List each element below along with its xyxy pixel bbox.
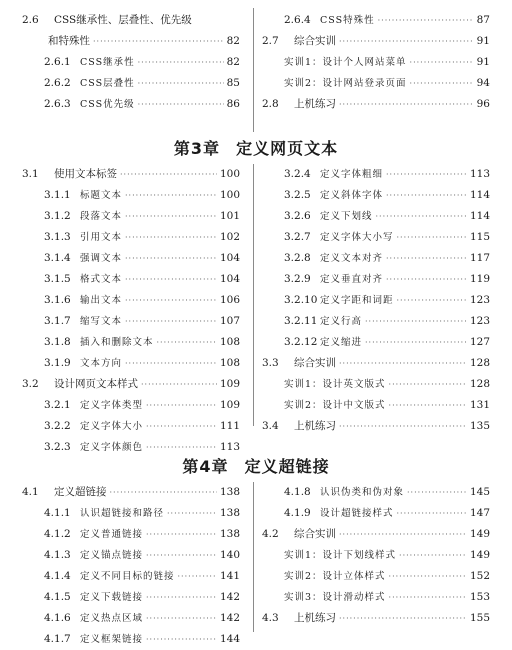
toc-entry-title: 实训1：设计英文版式 — [284, 379, 386, 390]
toc-entry — [284, 311, 490, 332]
toc-entry-page: 113 — [469, 168, 490, 180]
toc-entry-title: 综合实训 — [294, 35, 336, 47]
toc-entry — [44, 503, 240, 524]
toc-entry-title: 定义锚点链接 — [80, 550, 144, 561]
dot-leader — [378, 10, 474, 31]
dot-leader — [410, 52, 474, 73]
toc-entry — [44, 545, 240, 566]
toc-entry — [284, 290, 490, 311]
dot-leader — [339, 608, 467, 629]
toc-entry-page: 119 — [469, 273, 490, 285]
toc-entry-page: 82 — [226, 56, 240, 68]
dot-leader — [125, 248, 217, 269]
toc-entry — [284, 269, 490, 290]
toc-entry-title: 认识超链接和路径 — [80, 508, 165, 519]
dot-leader — [141, 374, 217, 395]
toc-entry-number: 4.1.5 — [44, 591, 71, 603]
toc-entry-page: 147 — [469, 507, 490, 519]
toc-entry-number: 4.1.9 — [284, 507, 311, 519]
toc-entry-page: 100 — [219, 189, 240, 201]
dot-leader — [146, 395, 217, 416]
dot-leader — [339, 416, 467, 437]
toc-entry-number: 3.1.7 — [44, 315, 71, 327]
dot-leader — [125, 206, 217, 227]
toc-entry-page: 127 — [469, 336, 490, 348]
toc-entry-title: 插入和删除文本 — [80, 337, 154, 348]
toc-entry-title: 上机练习 — [294, 420, 336, 432]
dot-leader — [146, 524, 217, 545]
toc-entry-page: 104 — [219, 273, 240, 285]
dot-leader — [386, 185, 467, 206]
toc-entry — [44, 52, 240, 73]
toc-entry-number: 2.6.1 — [44, 56, 71, 68]
toc-entry-number: 3.1.9 — [44, 357, 71, 369]
toc-entry-page: 91 — [476, 35, 490, 47]
toc-entry-title: 定义超链接 — [54, 486, 107, 498]
column-divider-top — [253, 8, 254, 132]
toc-entry — [44, 437, 240, 458]
toc-entry — [284, 545, 490, 566]
toc-entry-title: 段落文本 — [80, 211, 123, 222]
toc-entry — [22, 374, 240, 395]
toc-entry-number: 4.2 — [262, 528, 279, 540]
toc-entry-page: 142 — [219, 612, 240, 624]
dot-leader — [125, 227, 217, 248]
dot-leader — [386, 164, 467, 185]
toc-entry-number: 3.4 — [262, 420, 279, 432]
toc-entry-page: 108 — [219, 357, 240, 369]
toc-entry — [22, 10, 240, 31]
toc-entry — [44, 94, 240, 115]
toc-entry-number: 3.2.11 — [284, 315, 318, 327]
toc-entry — [44, 608, 240, 629]
toc-entry-title: CSS优先级 — [80, 99, 135, 110]
dot-leader — [397, 503, 467, 524]
toc-entry — [262, 31, 490, 52]
toc-entry-number: 4.1.3 — [44, 549, 71, 561]
toc-entry-page: 149 — [469, 528, 490, 540]
dot-leader — [167, 503, 217, 524]
toc-entry-page: 106 — [219, 294, 240, 306]
toc-entry — [262, 94, 490, 115]
toc-entry — [284, 185, 490, 206]
toc-entry-number: 3.2.6 — [284, 210, 311, 222]
dot-leader — [146, 545, 217, 566]
toc-entry-number: 2.8 — [262, 98, 279, 110]
toc-entry-page: 87 — [476, 14, 490, 26]
toc-entry-title: 综合实训 — [294, 357, 336, 369]
toc-entry-page: 113 — [219, 441, 240, 453]
toc-entry-page: 140 — [219, 549, 240, 561]
toc-entry-title: 上机练习 — [294, 612, 336, 624]
dot-leader — [146, 587, 217, 608]
toc-entry-page: 91 — [476, 56, 490, 68]
toc-entry — [284, 10, 490, 31]
toc-entry-title: 定义热点区域 — [80, 613, 144, 624]
chapter-3-title: 定义网页文本 — [236, 139, 339, 158]
toc-entry — [284, 164, 490, 185]
dot-leader — [365, 311, 467, 332]
toc-entry-page: 142 — [219, 591, 240, 603]
dot-leader — [365, 332, 467, 353]
toc-entry-title: 使用文本标签 — [54, 168, 117, 180]
toc-entry — [44, 227, 240, 248]
toc-entry-title: 定义普通链接 — [80, 529, 144, 540]
dot-leader — [339, 94, 474, 115]
toc-entry-number: 3.1 — [22, 168, 39, 180]
toc-entry-title: 实训2：设计网站登录页面 — [284, 78, 407, 89]
dot-leader — [410, 73, 474, 94]
toc-entry — [284, 206, 490, 227]
toc-entry-title: 强调文本 — [80, 253, 123, 264]
toc-entry-number: 3.1.8 — [44, 336, 71, 348]
toc-entry-number: 2.6 — [22, 14, 39, 26]
toc-entry-page: 102 — [219, 231, 240, 243]
chapter-3-heading — [0, 136, 512, 159]
dot-leader — [125, 269, 217, 290]
toc-entry — [262, 524, 490, 545]
toc-entry-title: CSS特殊性 — [320, 15, 375, 26]
toc-entry-number: 3.2.1 — [44, 399, 71, 411]
toc-entry-title: 综合实训 — [294, 528, 336, 540]
dot-leader — [397, 227, 467, 248]
toc-entry-page: 108 — [219, 336, 240, 348]
dot-leader — [399, 545, 467, 566]
toc-entry-number: 3.2 — [22, 378, 39, 390]
toc-entry — [284, 52, 490, 73]
toc-entry-page: 138 — [219, 528, 240, 540]
toc-entry — [44, 311, 240, 332]
toc-entry-title: CSS继承性、层叠性、优先级 — [54, 14, 192, 26]
toc-entry — [284, 566, 490, 587]
toc-entry-title: CSS层叠性 — [80, 78, 135, 89]
toc-entry-title: 定义字体类型 — [80, 400, 144, 411]
toc-entry-title: 定义框架链接 — [80, 634, 144, 645]
toc-entry — [44, 269, 240, 290]
toc-entry-page: 144 — [219, 633, 240, 645]
dot-leader — [93, 31, 224, 52]
toc-entry-number: 3.2.8 — [284, 252, 311, 264]
toc-entry-page: 85 — [226, 77, 240, 89]
toc-entry-page: 152 — [469, 570, 490, 582]
toc-entry-page: 114 — [469, 210, 490, 222]
toc-entry-number: 3.1.6 — [44, 294, 71, 306]
toc-entry — [284, 587, 490, 608]
toc-entry-page: 115 — [469, 231, 490, 243]
toc-entry — [22, 31, 240, 52]
dot-leader — [125, 311, 217, 332]
toc-entry-number: 3.1.3 — [44, 231, 71, 243]
toc-entry-page: 131 — [469, 399, 490, 411]
toc-entry-title: 标题文本 — [80, 190, 123, 201]
toc-entry-page: 135 — [469, 420, 490, 432]
toc-entry — [284, 227, 490, 248]
toc-entry-title: 定义字体颜色 — [80, 442, 144, 453]
toc-entry-number: 4.1 — [22, 486, 39, 498]
toc-entry-page: 111 — [219, 420, 240, 432]
toc-entry-number: 3.2.12 — [284, 336, 318, 348]
toc-entry-title: 设计网页文本样式 — [54, 378, 138, 390]
toc-entry — [44, 416, 240, 437]
toc-entry-page: 109 — [219, 378, 240, 390]
toc-entry-title: 定义字体大小写 — [320, 232, 394, 243]
toc-entry-number: 4.1.8 — [284, 486, 311, 498]
toc-entry-title: 实训2：设计中文版式 — [284, 400, 386, 411]
dot-leader — [339, 353, 467, 374]
toc-entry — [284, 503, 490, 524]
toc-entry-title: 定义斜体字体 — [320, 190, 384, 201]
chapter-4-label: 第4章 — [182, 457, 229, 476]
dot-leader — [125, 353, 217, 374]
dot-leader — [138, 94, 224, 115]
toc-entry-title: 定义下载链接 — [80, 592, 144, 603]
toc-entry — [44, 395, 240, 416]
toc-entry — [284, 332, 490, 353]
toc-entry-title: 定义垂直对齐 — [320, 274, 384, 285]
toc-entry — [44, 290, 240, 311]
toc-entry-page: 86 — [226, 98, 240, 110]
toc-entry-number: 4.1.2 — [44, 528, 71, 540]
dot-leader — [389, 374, 467, 395]
toc-entry-title: 和特殊性 — [48, 35, 90, 47]
toc-entry — [284, 73, 490, 94]
toc-entry — [44, 73, 240, 94]
toc-entry — [44, 248, 240, 269]
toc-entry-number: 4.1.6 — [44, 612, 71, 624]
dot-leader — [125, 185, 217, 206]
toc-entry-number: 3.2.3 — [44, 441, 71, 453]
toc-entry-number: 3.1.2 — [44, 210, 71, 222]
toc-entry-title: 定义字体大小 — [80, 421, 144, 432]
dot-leader — [407, 482, 467, 503]
toc-entry-title: 设计超链接样式 — [320, 508, 394, 519]
toc-entry-title: 格式文本 — [80, 274, 123, 285]
toc-entry-number: 2.7 — [262, 35, 279, 47]
toc-entry-page: 101 — [219, 210, 240, 222]
toc-entry-page: 82 — [226, 35, 240, 47]
toc-entry-page: 123 — [469, 315, 490, 327]
toc-entry — [22, 482, 240, 503]
dot-leader — [389, 395, 467, 416]
toc-entry — [44, 566, 240, 587]
toc-entry-title: 定义文本对齐 — [320, 253, 384, 264]
dot-leader — [386, 248, 467, 269]
toc-entry-number: 3.1.1 — [44, 189, 71, 201]
toc-entry-page: 104 — [219, 252, 240, 264]
toc-entry-title: 输出文本 — [80, 295, 123, 306]
dot-leader — [389, 587, 467, 608]
dot-leader — [125, 290, 217, 311]
toc-entry — [284, 482, 490, 503]
toc-entry — [44, 185, 240, 206]
toc-entry — [44, 332, 240, 353]
chapter-3-label: 第3章 — [173, 139, 221, 158]
toc-entry-number: 2.6.2 — [44, 77, 71, 89]
toc-entry-page: 94 — [476, 77, 490, 89]
toc-entry — [44, 206, 240, 227]
toc-entry-title: 缩写文本 — [80, 316, 123, 327]
toc-entry-title: CSS继承性 — [80, 57, 135, 68]
toc-entry-title: 实训3：设计滑动样式 — [284, 592, 386, 603]
toc-entry — [284, 248, 490, 269]
toc-entry — [284, 395, 490, 416]
toc-entry-number: 3.2.10 — [284, 294, 318, 306]
toc-entry-number: 4.1.1 — [44, 507, 71, 519]
toc-entry-number: 3.2.5 — [284, 189, 311, 201]
toc-entry-title: 文本方向 — [80, 358, 123, 369]
dot-leader — [178, 566, 217, 587]
toc-entry-number: 3.2.9 — [284, 273, 311, 285]
toc-entry-title: 定义不同目标的链接 — [80, 571, 175, 582]
toc-entry — [44, 353, 240, 374]
dot-leader — [389, 566, 467, 587]
dot-leader — [138, 73, 224, 94]
toc-entry-number: 3.3 — [262, 357, 279, 369]
column-divider-ch4 — [253, 482, 254, 632]
toc-entry — [44, 524, 240, 545]
toc-entry-page: 109 — [219, 399, 240, 411]
toc-entry-title: 定义字距和词距 — [320, 295, 394, 306]
toc-entry-page: 100 — [219, 168, 240, 180]
toc-entry-title: 定义下划线 — [320, 211, 373, 222]
toc-entry-title: 上机练习 — [294, 98, 336, 110]
toc-entry-title: 实训1：设计个人网站菜单 — [284, 57, 407, 68]
toc-entry-title: 定义行高 — [320, 316, 363, 327]
toc-entry-title: 认识伪类和伪对象 — [320, 487, 405, 498]
toc-entry-page: 128 — [469, 378, 490, 390]
toc-entry-page: 141 — [219, 570, 240, 582]
toc-entry — [262, 416, 490, 437]
toc-entry-page: 145 — [469, 486, 490, 498]
dot-leader — [376, 206, 467, 227]
toc-entry — [262, 608, 490, 629]
toc-entry-number: 2.6.4 — [284, 14, 311, 26]
dot-leader — [157, 332, 217, 353]
toc-entry-page: 117 — [469, 252, 490, 264]
toc-entry-page: 123 — [469, 294, 490, 306]
dot-leader — [339, 31, 474, 52]
dot-leader — [146, 437, 217, 458]
toc-entry-page: 128 — [469, 357, 490, 369]
chapter-4-title: 定义超链接 — [244, 457, 330, 476]
toc-entry-page: 153 — [469, 591, 490, 603]
dot-leader — [397, 290, 467, 311]
toc-entry-number: 4.1.4 — [44, 570, 71, 582]
dot-leader — [120, 164, 217, 185]
toc-entry-number: 4.3 — [262, 612, 279, 624]
toc-entry-page: 138 — [219, 507, 240, 519]
dot-leader — [110, 482, 217, 503]
toc-entry-title: 实训2：设计立体样式 — [284, 571, 386, 582]
toc-entry-page: 107 — [219, 315, 240, 327]
toc-entry-number: 4.1.7 — [44, 633, 71, 645]
dot-leader — [138, 52, 224, 73]
toc-entry-title: 引用文本 — [80, 232, 123, 243]
toc-entry-number: 3.1.4 — [44, 252, 71, 264]
toc-entry-page: 96 — [476, 98, 490, 110]
toc-entry-page: 155 — [469, 612, 490, 624]
toc-entry-number: 3.1.5 — [44, 273, 71, 285]
toc-entry-page: 138 — [219, 486, 240, 498]
toc-entry-page: 114 — [469, 189, 490, 201]
toc-entry-title: 定义缩进 — [320, 337, 363, 348]
toc-entry — [22, 164, 240, 185]
toc-entry-title: 实训1：设计下划线样式 — [284, 550, 397, 561]
dot-leader — [146, 608, 217, 629]
toc-entry — [262, 353, 490, 374]
toc-entry-number: 2.6.3 — [44, 98, 71, 110]
toc-entry-number: 3.2.4 — [284, 168, 311, 180]
dot-leader — [386, 269, 467, 290]
toc-entry-number: 3.2.2 — [44, 420, 71, 432]
toc-entry-title: 定义字体粗细 — [320, 169, 384, 180]
toc-entry-page: 149 — [469, 549, 490, 561]
dot-leader — [339, 524, 467, 545]
dot-leader — [146, 416, 217, 437]
column-divider-ch3 — [253, 164, 254, 426]
toc-entry — [44, 587, 240, 608]
toc-entry — [284, 374, 490, 395]
toc-entry-number: 3.2.7 — [284, 231, 311, 243]
